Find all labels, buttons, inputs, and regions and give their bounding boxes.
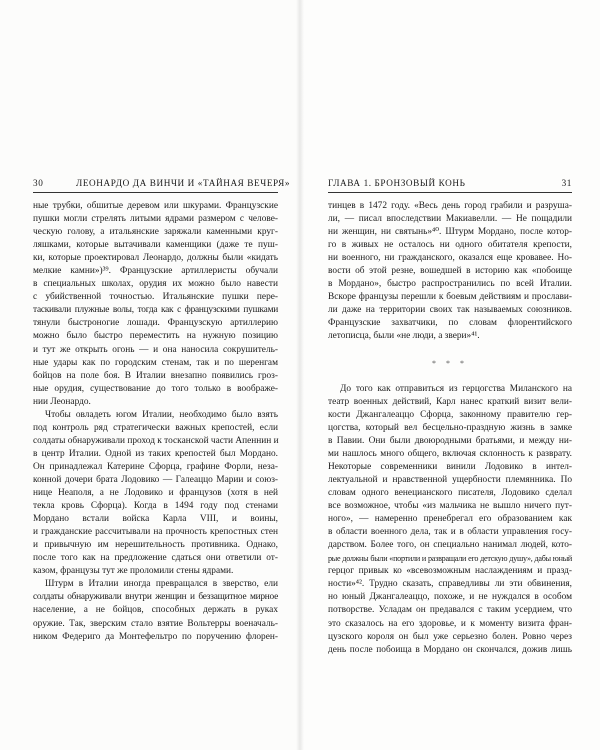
text-line: Французские захватчики, по словам флорентийского (328, 318, 572, 329)
text-line: ни женщин, ни святынь»⁴⁰. Штурм Мордано, после котор- (328, 227, 572, 238)
text-line: Он принадлежал Катерине Сфорца, графине Форли, неза- (33, 461, 278, 472)
text-line: ли даже на территории своих так называемых союзников. (328, 305, 572, 316)
text-line: бойцов на поле боя. В Италии внезапно появились гроз- (33, 370, 278, 381)
text-line: дарством. Более того, он специально нанимал людей, кото- (328, 540, 572, 551)
text-line: ки, которые проектировал Леонардо, должны были «кидать (33, 253, 278, 264)
page-number: 30 (33, 178, 44, 188)
text-line: день после побоища в Мордано он скончался, дожив лишь (328, 644, 572, 655)
text-line: театр военных действий, Карл нанес краткий визит вели- (328, 396, 572, 407)
text-line: ные удары как по городским стенам, так и по шеренгам (33, 357, 278, 368)
right-page (300, 0, 600, 750)
text-line: таскивали плужные волы, тогда как с французскими пушками (33, 305, 278, 316)
text-line: летописца, были «не люди, а звери»⁴¹. (328, 331, 480, 342)
text-line: но юный Джангалеаццо, похоже, и не нуждался в особом (328, 592, 572, 603)
text-line: в Павии. Они были двоюродными братьями, и между ни- (328, 435, 572, 446)
text-line: го в живых не осталось ни одного обитателя крепости, (328, 240, 572, 251)
text-line: ные орудия, существование до того только в воображе- (33, 383, 278, 394)
text-line: кости Джангалеаццо Сфорца, законному правителю гер- (328, 409, 572, 420)
text-line: солдаты обнаруживали проход к тосканской части Апеннин и (33, 435, 279, 446)
text-line: рые должны были «портили и развращали его детскую душу», дабы юный (328, 554, 572, 564)
text-block-after-break (328, 370, 572, 657)
header-rule (328, 192, 572, 193)
left-page-header (33, 178, 291, 192)
text-line: ли, — писал впоследствии Макиавелли. — Не пощадили (328, 214, 572, 225)
book-gutter (296, 0, 304, 750)
text-line: в центр Италии. Одной из таких крепостей был Мордано. (33, 448, 278, 459)
text-line: Чтобы овладеть югом Италии, необходимо было взять (45, 409, 278, 420)
text-line: лектуальной и нравственной ущербности племянника. По (328, 474, 572, 485)
text-line: население, а не бойцов, способных держать в руках (33, 605, 278, 616)
text-line: мелкие камни»)³⁹. Французские артиллеристы обучали (33, 266, 278, 277)
text-line: нии Леонардо. (33, 396, 91, 407)
text-line: словам одного венецианского писателя, Лодовико сделал (328, 488, 572, 499)
section-separator: * * * (432, 358, 468, 368)
text-line: тянули быстроногие лошади. Французскую артиллерию (33, 318, 278, 329)
text-line: тинцев в 1472 году. «Весь день город грабили и разруша- (328, 201, 572, 211)
text-line: цогства, который вел бесцельно-праздную жизнь в замке (328, 422, 572, 433)
text-line: До того как отправиться из герцогства Миланского на (340, 383, 572, 394)
text-line: ляшками, которые вытачивали каменщики (даже те пуш- (33, 240, 278, 251)
text-line: конной дочери брата Лодовико — Галеаццо Марии и союз- (33, 474, 278, 485)
text-line: казом, французы тут же проломили стены ядрами. (33, 566, 234, 577)
text-line: после того как на предложение сдаться они ответили от- (33, 553, 278, 564)
running-head: ГЛАВА 1. БРОНЗОВЫЙ КОНЬ (328, 178, 466, 188)
text-line: вости об этой резне, вошедшей в историю как «побоище (328, 266, 572, 277)
text-line: Вскоре французы перешли к боевым действиям и прослави- (328, 292, 572, 303)
text-line: можно было быстро переместить на нужную позицию (33, 331, 278, 342)
text-line: и тут же открыть огонь — и она наносила сокрушитель- (33, 344, 278, 355)
text-line: под контроль ряд стратегически важных крепостей, если (33, 422, 278, 433)
right-page-body (328, 200, 572, 657)
text-line: нице Неаполя, а не Лодовико и французов (хотя в ней (33, 488, 278, 499)
text-line: и привычную им нерешительность противника. Однако, (33, 540, 278, 551)
left-page-body (33, 200, 278, 644)
running-head: ЛЕОНАРДО ДА ВИНЧИ И «ТАЙНАЯ ВЕЧЕРЯ» (76, 178, 291, 188)
text-line: в области военного дела, так и в области управления госу- (328, 527, 572, 538)
text-line: ни военного, ни гражданского, оказался еще кровавее. Но- (328, 253, 572, 264)
text-line: ником Федериго да Монтефельтро по поручению флорен- (33, 631, 278, 642)
text-line: потворстве. Усладам он предавался с таким усердием, что (328, 605, 572, 616)
text-line: ного», — намеренно пренебрегал его образованием как (328, 514, 572, 525)
text-line: все возможное, чтобы «из мальчика не вышло ничего пут- (328, 501, 572, 512)
text-line: оружие. Так, зверским стало взятие Вольтерры военачаль- (33, 618, 278, 629)
paragraph-spacer (328, 344, 572, 357)
text-line: текла кровь Сфорца). Когда в 1494 году под стенами (33, 501, 278, 512)
text-block-before-break (328, 200, 572, 357)
text-line: Некоторые современники винили Лодовико в интел- (328, 461, 572, 472)
text-line: цузского короля он был уже серьезно болен. Ровно через (328, 631, 572, 642)
text-line: в Мордано», быстро распространились по всей Италии. (328, 279, 572, 290)
paragraph-spacer (328, 370, 572, 383)
text-line: солдаты обнаруживали внутри женщин и беззащитное мирное (33, 592, 278, 603)
text-line: в специальных школах, орудия их можно было навести (33, 279, 278, 290)
text-line: Мордано встали войска Карла VIII, и воины, (33, 514, 278, 525)
text-line: пушки могли стрелять литыми ядрами размером с челове- (33, 214, 278, 225)
text-line: ные трубки, обшитые деревом или шкурами. Французские (33, 201, 278, 211)
right-page-header (328, 178, 572, 192)
text-line: ми нашлось много общего, включая склонность к разврату. (328, 448, 572, 459)
page-number: 31 (561, 178, 572, 188)
text-line: ности»⁴². Трудно сказать, справедливы ли эти обвинения, (328, 579, 572, 590)
text-line: ческую голову, а итальянские заряжали каменными круг- (33, 227, 278, 238)
text-line: и гражданские рассчитывали на прочность крепостных стен (33, 527, 278, 538)
text-line: это сказалось на его здоровье, и к моменту визита фран- (328, 618, 572, 629)
text-line: с убийственной точностью. Итальянские пушки пере- (33, 292, 278, 303)
header-rule (33, 192, 278, 193)
text-line: Штурм в Италии иногда превращался в зверство, ели (45, 579, 278, 590)
text-line: герцог привык ко «всевозможным наслаждениям и празд- (328, 566, 572, 577)
